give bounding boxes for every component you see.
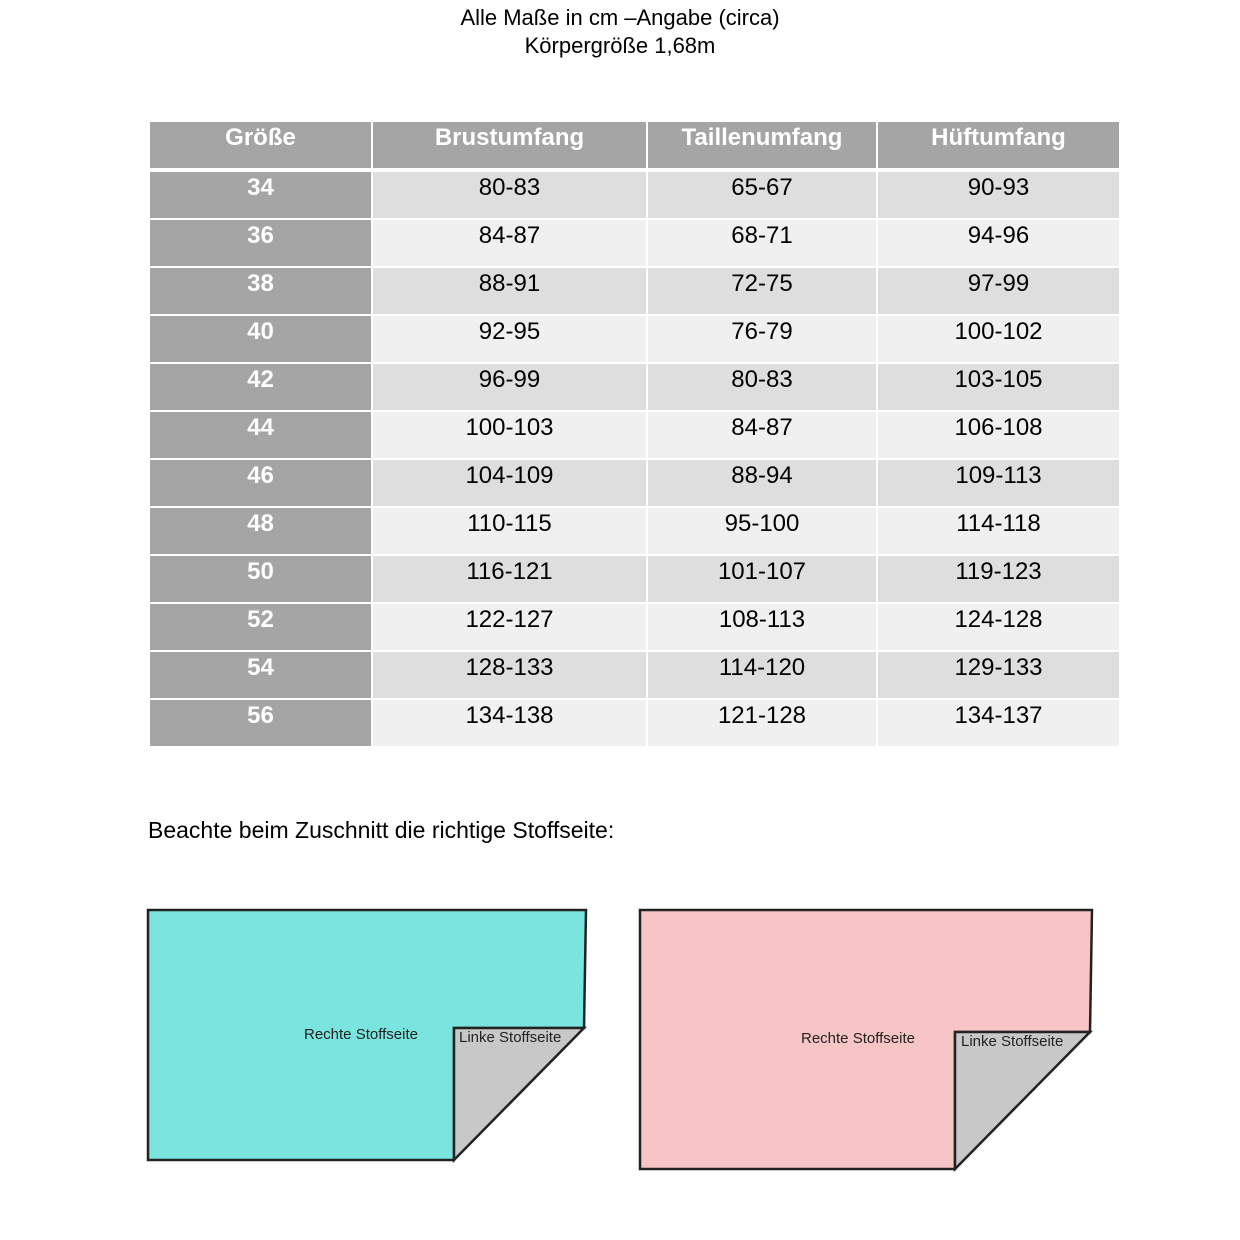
waist-cell: 114-120	[648, 652, 876, 700]
hip-cell: 90-93	[878, 172, 1119, 220]
size-cell: 48	[150, 508, 371, 556]
hip-cell: 124-128	[878, 604, 1119, 652]
table-row	[150, 268, 1119, 316]
hip-cell: 97-99	[878, 268, 1119, 316]
bust-cell: 92-95	[373, 316, 646, 364]
size-table	[148, 122, 1121, 748]
waist-cell: 65-67	[648, 172, 876, 220]
size-cell: 40	[150, 316, 371, 364]
hip-cell: 100-102	[878, 316, 1119, 364]
waist-cell: 76-79	[648, 316, 876, 364]
waist-cell: 95-100	[648, 508, 876, 556]
fabric-back-side	[454, 1028, 584, 1160]
bust-cell: 134-138	[373, 700, 646, 748]
waist-cell: 88-94	[648, 460, 876, 508]
size-cell: 46	[150, 460, 371, 508]
column-header-size: Größe	[150, 122, 371, 172]
table-header-row	[150, 122, 1119, 172]
bust-cell: 80-83	[373, 172, 646, 220]
size-cell: 54	[150, 652, 371, 700]
hip-cell: 109-113	[878, 460, 1119, 508]
chart-subtitle: Körpergröße 1,68m	[524, 33, 716, 58]
table-row	[150, 364, 1119, 412]
size-cell: 56	[150, 700, 371, 748]
size-cell: 42	[150, 364, 371, 412]
bust-cell: 122-127	[373, 604, 646, 652]
front-side-label: Rechte Stoffseite	[801, 1030, 915, 1047]
waist-cell: 72-75	[648, 268, 876, 316]
table-row	[150, 556, 1119, 604]
table-row	[150, 172, 1119, 220]
hip-cell: 119-123	[878, 556, 1119, 604]
hip-cell: 134-137	[878, 700, 1119, 748]
fabric-diagram-turquoise	[146, 908, 588, 1164]
chart-title: Alle Maße in cm –Angabe (circa)	[460, 5, 780, 30]
bust-cell: 116-121	[373, 556, 646, 604]
bust-cell: 96-99	[373, 364, 646, 412]
table-row	[150, 220, 1119, 268]
table-row	[150, 652, 1119, 700]
size-cell: 50	[150, 556, 371, 604]
hip-cell: 106-108	[878, 412, 1119, 460]
table-row	[150, 700, 1119, 748]
hip-cell: 103-105	[878, 364, 1119, 412]
column-header-bust: Brustumfang	[373, 122, 646, 172]
back-side-label: Linke Stoffseite	[459, 1029, 562, 1046]
table-body	[150, 172, 1119, 748]
waist-cell: 101-107	[648, 556, 876, 604]
size-cell: 38	[150, 268, 371, 316]
table-row	[150, 316, 1119, 364]
table-row	[150, 604, 1119, 652]
cutting-note: Beachte beim Zuschnitt die richtige Stoffseite:	[148, 817, 615, 843]
size-cell: 36	[150, 220, 371, 268]
column-header-waist: Taillenumfang	[648, 122, 876, 172]
hip-cell: 129-133	[878, 652, 1119, 700]
waist-cell: 121-128	[648, 700, 876, 748]
table-row	[150, 412, 1119, 460]
bust-cell: 110-115	[373, 508, 646, 556]
bust-cell: 88-91	[373, 268, 646, 316]
hip-cell: 114-118	[878, 508, 1119, 556]
size-cell: 52	[150, 604, 371, 652]
fabric-diagram-pink	[638, 908, 1094, 1172]
column-header-hip: Hüftumfang	[878, 122, 1119, 172]
waist-cell: 68-71	[648, 220, 876, 268]
size-cell: 44	[150, 412, 371, 460]
waist-cell: 84-87	[648, 412, 876, 460]
waist-cell: 80-83	[648, 364, 876, 412]
table-row	[150, 508, 1119, 556]
table-row	[150, 460, 1119, 508]
fabric-back-side	[955, 1032, 1090, 1169]
front-side-label: Rechte Stoffseite	[304, 1026, 418, 1043]
bust-cell: 128-133	[373, 652, 646, 700]
size-cell: 34	[150, 172, 371, 220]
bust-cell: 104-109	[373, 460, 646, 508]
bust-cell: 100-103	[373, 412, 646, 460]
hip-cell: 94-96	[878, 220, 1119, 268]
back-side-label: Linke Stoffseite	[961, 1033, 1064, 1050]
bust-cell: 84-87	[373, 220, 646, 268]
waist-cell: 108-113	[648, 604, 876, 652]
